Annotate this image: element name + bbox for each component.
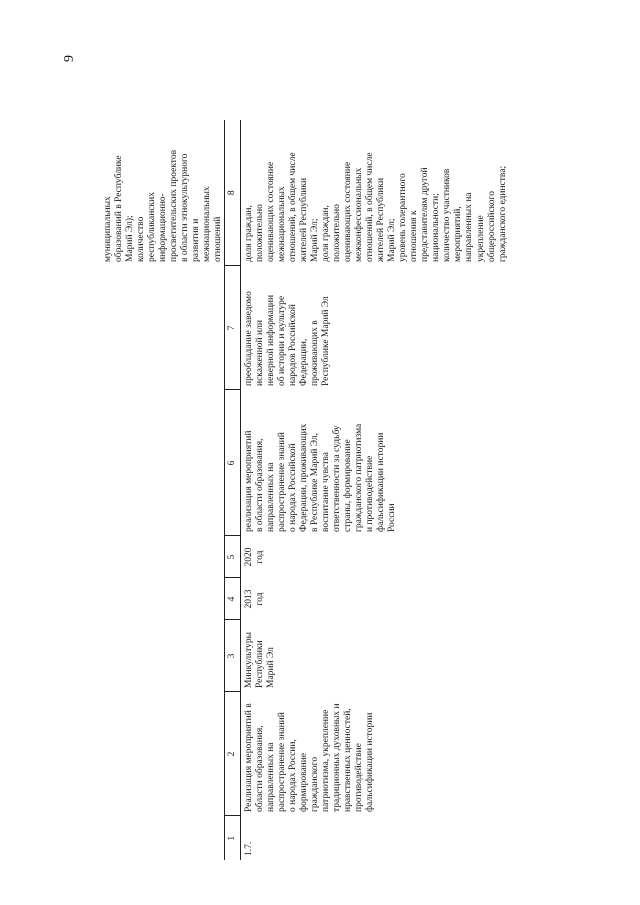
text-line: Марий Эл); xyxy=(125,215,136,262)
text-line: в области этнокультурного xyxy=(180,153,191,262)
table-top-continuation-row xyxy=(100,120,225,860)
measures-table xyxy=(100,120,509,860)
text-line: год xyxy=(255,550,266,564)
text-line: межконфессиональных xyxy=(354,167,365,262)
header-col-7: 7 xyxy=(225,266,241,390)
text-line: неверной информации xyxy=(266,294,277,386)
text-line: положительно xyxy=(332,204,343,262)
text-line: отношений xyxy=(213,216,224,262)
text-line: образований в Республике xyxy=(114,155,125,262)
text-line: представителям другой xyxy=(420,167,431,262)
text-line: нравственных ценностей, xyxy=(343,708,354,812)
top-col8-cell xyxy=(100,120,225,266)
text-line: Реализация мероприятий в xyxy=(244,703,255,812)
text-line: о народах России, xyxy=(288,739,299,812)
measure-name-cell xyxy=(241,692,509,816)
text-line: развития и xyxy=(191,218,202,262)
page-number: 9 xyxy=(62,55,77,62)
text-line: в области образования, xyxy=(255,438,266,532)
text-line: патриотизма, укрепление xyxy=(321,709,332,812)
consequences-cell xyxy=(241,266,509,390)
text-line: уровень толерантного xyxy=(398,173,409,262)
text-line: в Республике Марий Эл, xyxy=(310,432,321,532)
text-line: воспитание чувства xyxy=(321,452,332,532)
text-line: Федерации, проживающих xyxy=(299,423,310,532)
text-line: реализация мероприятий xyxy=(244,430,255,532)
text-line: просветительских проектов xyxy=(169,149,180,262)
responsible-cell xyxy=(241,620,509,692)
text-line: количество xyxy=(136,216,147,262)
text-line: распространение знаний xyxy=(277,712,288,812)
table-row-1-7 xyxy=(241,120,509,860)
text-line: межнациональных xyxy=(202,186,213,262)
text-line: Марий Эл; xyxy=(387,218,398,262)
text-line: 2013 xyxy=(244,589,255,609)
text-line: гражданского единства; xyxy=(497,165,508,262)
header-col-3: 3 xyxy=(225,620,241,692)
rotated-table-container xyxy=(100,120,600,860)
end-year-cell xyxy=(241,536,509,578)
text-line: искаженной или xyxy=(255,320,266,386)
text-line: Республики xyxy=(255,640,266,688)
text-line: народов Российской xyxy=(288,304,299,386)
text-line: преобладание заведомо xyxy=(244,291,255,386)
text-line: 2020 xyxy=(244,547,255,567)
text-line: Федерации, xyxy=(299,338,310,386)
header-col-6: 6 xyxy=(225,390,241,536)
text-line: распространение знаний xyxy=(277,432,288,532)
text-line: противодействие xyxy=(354,743,365,812)
text-line: направленных на xyxy=(464,192,475,262)
text-line: национальности; xyxy=(431,193,442,262)
text-line: укрепление xyxy=(475,215,486,262)
text-line: оценивающих состояние xyxy=(266,161,277,262)
text-line: фальсификации истории xyxy=(365,712,376,812)
text-line: отношений, в общем числе xyxy=(288,152,299,262)
text-line: проживающих в xyxy=(310,320,321,386)
text-line: отношений, в общем числе xyxy=(365,152,376,262)
start-year-cell xyxy=(241,578,509,620)
text-line: доля граждан, xyxy=(321,205,332,262)
text-line: информационно- xyxy=(158,193,169,262)
expected-result-cell xyxy=(241,390,509,536)
text-line: области образования, xyxy=(255,725,266,812)
text-line: количество участников xyxy=(442,168,453,262)
header-col-5: 5 xyxy=(225,536,241,578)
text-line: доля граждан, xyxy=(244,205,255,262)
text-line: муниципальных xyxy=(103,196,113,262)
text-line: гражданского патриотизма xyxy=(354,423,365,532)
header-col-4: 4 xyxy=(225,578,241,620)
text-line: Республике Марий Эл xyxy=(321,296,332,386)
text-line: о народах Российской xyxy=(288,443,299,532)
text-line: страны, формирование xyxy=(343,439,354,532)
row-number: 1.7. xyxy=(244,841,255,856)
header-col-2: 2 xyxy=(225,692,241,816)
text-line: традиционных духовных и xyxy=(332,703,343,812)
indicators-cell xyxy=(241,120,509,266)
header-col-8: 8 xyxy=(225,120,241,266)
text-line: гражданского xyxy=(310,756,321,812)
text-line: об истории и культуре xyxy=(277,295,288,386)
text-line: Минкультуры xyxy=(244,631,255,688)
text-line: формирование xyxy=(299,752,310,812)
text-line: отношения к xyxy=(409,210,420,262)
text-line: направленных на xyxy=(266,742,277,812)
text-line: направленных на xyxy=(266,462,277,532)
text-line: оценивающих состояние xyxy=(343,161,354,262)
text-line: Марий Эл; xyxy=(310,218,321,262)
text-line: год xyxy=(255,592,266,606)
text-line: Марий Эл xyxy=(266,647,277,688)
text-line: фальсификации истории xyxy=(376,432,387,532)
text-line: общероссийского xyxy=(486,191,497,262)
text-line: положительно xyxy=(255,204,266,262)
text-line: и противодействие xyxy=(365,455,376,532)
text-line: межнациональных xyxy=(277,186,288,262)
text-line: ответственности за судьбу xyxy=(332,425,343,532)
text-line: мероприятий, xyxy=(453,206,464,262)
header-col-1: 1 xyxy=(225,816,241,860)
text-line: России xyxy=(387,503,398,532)
table-header-row xyxy=(225,120,241,860)
text-line: республиканских xyxy=(147,192,158,262)
text-line: жителей Республики xyxy=(299,177,310,262)
text-line: жителей Республики xyxy=(376,177,387,262)
